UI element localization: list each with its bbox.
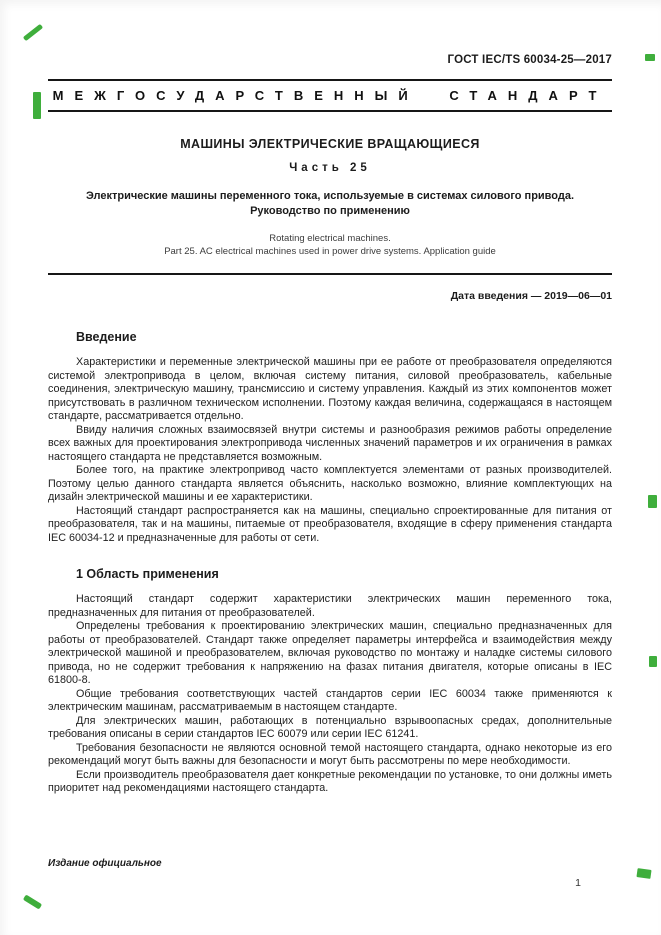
part-label: Часть 25: [289, 162, 371, 174]
section-introduction: [48, 356, 612, 545]
divider-under-subtitle: [48, 273, 612, 275]
paragraph: Настоящий стандарт распространяется как на машины, специально спроектированные для питания от преобразователя, так и на машины, питаемые от преобразователя, входящие в сферу применения стандарта IEC 60034-12 и предназначенные для работы от сети.: [48, 504, 612, 544]
subtitle-en-line1: Rotating electrical machines.: [269, 233, 391, 244]
subtitle-ru-line1: Электрические машины переменного тока, используемые в системах силового привода.: [85, 190, 575, 202]
standard-kind: МЕЖГОСУДАРСТВЕННЫЙ СТАНДАРТ: [52, 88, 608, 103]
page-content: [48, 0, 612, 796]
scan-artifact: [23, 894, 42, 909]
paragraph: Более того, на практике электропривод часто комплектуется элементами от разных производителей. Поэтому целью данного стандарта является объяснить, насколько возможно, влияние комплектующих на дизайн электрической машины и ее характеристики.: [48, 464, 612, 503]
subtitle-en-line2: Part 25. AC electrical machines used in power drive systems. Application guide: [164, 246, 496, 257]
paragraph: Определены требования к проектированию электрических машин, специально предназначенных для работы от преобразователей. Стандарт также определяет параметры интерфейса и взаимодействия между электрической машиной и преобразователем, включая руководство по монтажу и наладке системы силового привода, но не содержит требования к напряжению на фазах питания двигателя, которые описаны в IEC 61800-8.: [48, 620, 612, 686]
scan-artifact: [33, 92, 41, 119]
scan-artifact: [649, 656, 657, 667]
divider-under-kind: [48, 110, 612, 112]
page-number: 1: [575, 877, 581, 889]
effective-date: Дата введения — 2019—06—01: [450, 290, 612, 302]
paragraph: Если производитель преобразователя дает конкретные рекомендации по установке, то они должны иметь приоритет над рекомендациями настоящего стандарта.: [48, 768, 612, 794]
scan-artifact: [636, 868, 651, 879]
scan-artifact: [23, 24, 43, 41]
paragraph: Требования безопасности не являются основной темой настоящего стандарта, однако некоторые из его рекомендаций могут быть важны для безопасности и могут быть рассмотрены по мере необходимости.: [48, 741, 612, 767]
scan-artifact: [645, 54, 655, 61]
subtitle-ru-line2: Руководство по применению: [250, 205, 410, 217]
paragraph: Для электрических машин, работающих в потенциально взрывоопасных средах, дополнительные требования описаны в серии стандартов IEC 60079 или серии IEC 61241.: [48, 714, 612, 740]
paragraph: Настоящий стандарт содержит характеристики электрических машин переменного тока, предназначенных для питания от преобразователей.: [48, 593, 612, 619]
divider-top: [48, 79, 612, 81]
scan-artifact: [648, 495, 657, 508]
paragraph: Общие требования соответствующих частей стандартов серии IEC 60034 также применяются к электрическим машинам, рассматриваемым в настоящем стандарте.: [48, 687, 612, 713]
section-scope: [48, 593, 612, 796]
paragraph: Характеристики и переменные электрической машины при ее работе от преобразователя определяются системой электропривода в целом, включая систему питания, силовой преобразователь, кабельные соединения, электрическую машину, трансмиссию и систему управления. Каждый из этих компонентов может присутствовать в различном техническом исполнении. Поэтому каждая величина, содержащаяся в настоящем стандарте, рассматривается отдельно.: [48, 356, 612, 422]
edition-note: Издание официальное: [48, 858, 162, 869]
section-heading-introduction: Введение: [76, 330, 137, 344]
doc-number: ГОСТ IEC/TS 60034-25—2017: [447, 54, 612, 66]
paragraph: Ввиду наличия сложных взаимосвязей внутри системы и разнообразия режимов работы определение всех важных для проектирования электропривода численных значений параметров и их ограничения в рамках настоящего стандарта не представляется возможным.: [48, 423, 612, 463]
document-title: МАШИНЫ ЭЛЕКТРИЧЕСКИЕ ВРАЩАЮЩИЕСЯ: [180, 137, 480, 151]
subtitle-english: [48, 232, 612, 258]
section-heading-scope: 1 Область применения: [76, 567, 219, 581]
subtitle-russian: [48, 189, 612, 219]
